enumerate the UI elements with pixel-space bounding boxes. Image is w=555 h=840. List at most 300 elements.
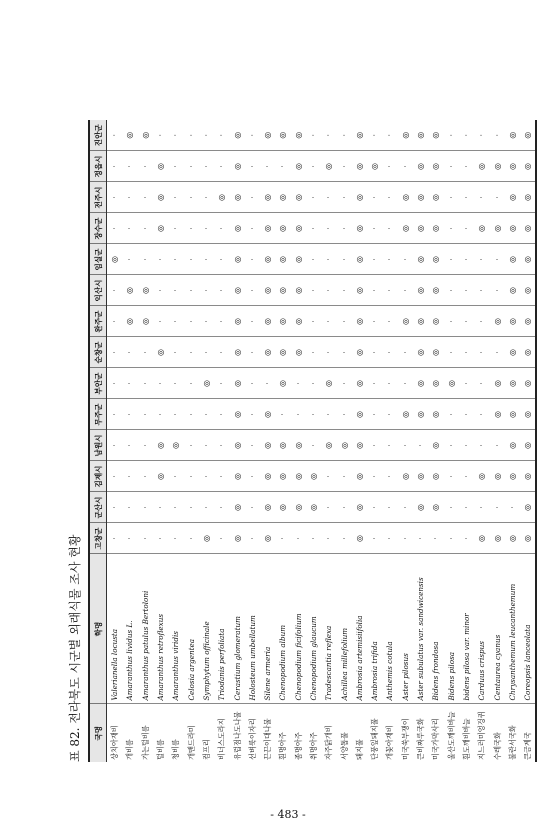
presence-cell: · [245,182,260,213]
presence-cell: · [110,133,120,137]
presence-cell: · [321,306,336,337]
presence-cell: · [275,151,290,182]
presence-cell: · [459,182,474,213]
scientific-name-cell: Coreopsis lanceolata [520,554,536,704]
presence-cell: ◎ [520,244,536,275]
presence-cell: · [199,244,214,275]
presence-cell: ◎ [352,399,367,430]
presence-cell: ◎ [520,492,536,523]
presence-cell: · [398,492,413,523]
presence-cell: · [444,306,459,337]
presence-cell: · [171,133,181,137]
table-row [168,120,183,762]
presence-cell: ◎ [413,337,428,368]
presence-cell: ◎ [291,337,306,368]
korean-name-cell: 지느러미엉겅퀴 [474,704,489,762]
presence-cell: ◎ [291,151,306,182]
presence-cell: · [245,337,260,368]
presence-cell: · [107,306,123,337]
presence-cell: · [367,244,382,275]
presence-cell: ◎ [153,430,168,461]
presence-cell: · [444,182,459,213]
presence-cell: · [339,133,349,137]
presence-cell: ◎ [398,182,413,213]
presence-cell: · [459,306,474,337]
presence-cell: · [214,523,229,554]
presence-cell: · [336,368,351,399]
presence-cell: · [214,337,229,368]
scientific-name-cell: Chenopodium ficifolium [291,554,306,704]
presence-cell: · [382,151,397,182]
presence-cell: ◎ [291,492,306,523]
presence-cell: · [398,275,413,306]
presence-cell: · [183,213,198,244]
presence-cell: ◎ [489,306,504,337]
presence-cell: · [122,213,137,244]
presence-cell: ◎ [431,131,441,139]
presence-cell: ◎ [352,244,367,275]
presence-cell: ◎ [413,213,428,244]
presence-cell: · [382,523,397,554]
korean-name-cell: 개비름 [122,704,137,762]
presence-cell: · [245,461,260,492]
presence-cell: · [382,461,397,492]
presence-cell: · [413,430,428,461]
presence-cell: · [309,133,318,137]
table-row [275,120,290,762]
header-region: 완주군 [89,306,107,337]
table-row [413,120,428,762]
presence-cell: ◎ [138,275,153,306]
presence-cell: · [336,461,351,492]
presence-cell: · [367,337,382,368]
presence-cell: ◎ [275,213,290,244]
presence-cell: · [306,337,321,368]
scientific-name-cell: Tradescantia reflexa [321,554,336,704]
presence-cell: ◎ [229,430,244,461]
presence-cell: ◎ [428,492,443,523]
presence-cell: · [199,275,214,306]
presence-cell: ◎ [428,399,443,430]
presence-cell: ◎ [507,131,517,139]
table-row [214,120,229,762]
presence-cell: · [107,337,123,368]
presence-cell: ◎ [260,213,275,244]
presence-cell: · [474,275,489,306]
presence-cell: ◎ [140,131,150,139]
korean-name-cell: 끈끈이대나물 [260,704,275,762]
scientific-name-cell: Triodanis perfoliata [214,554,229,704]
presence-cell: · [199,461,214,492]
presence-cell: ◎ [400,131,410,139]
presence-cell: ◎ [428,213,443,244]
presence-cell: · [214,213,229,244]
presence-cell: · [199,492,214,523]
presence-cell: ◎ [354,131,364,139]
presence-cell: · [306,182,321,213]
presence-cell: · [122,523,137,554]
presence-cell: · [183,523,198,554]
presence-cell: · [275,523,290,554]
presence-cell: · [474,337,489,368]
presence-cell: · [459,461,474,492]
presence-cell: · [444,151,459,182]
presence-cell: · [459,337,474,368]
presence-cell: · [306,213,321,244]
presence-cell: · [199,182,214,213]
presence-cell: · [398,368,413,399]
presence-cell: · [199,337,214,368]
presence-cell: · [183,368,198,399]
presence-cell: · [122,492,137,523]
presence-cell: · [336,275,351,306]
presence-cell: ◎ [275,337,290,368]
presence-cell: · [168,244,183,275]
presence-cell: · [382,399,397,430]
presence-cell: · [168,492,183,523]
presence-cell: ◎ [122,306,137,337]
presence-cell: · [214,368,229,399]
presence-cell: ◎ [275,461,290,492]
presence-cell: · [168,523,183,554]
korean-name-cell: 상치아재비 [107,704,123,762]
header-region: 장수군 [89,213,107,244]
presence-cell: ◎ [260,182,275,213]
table-body [107,120,537,762]
presence-cell: ◎ [505,523,520,554]
presence-cell: · [489,244,504,275]
presence-cell: ◎ [428,275,443,306]
presence-cell: ◎ [263,131,273,139]
header-region: 전주시 [89,182,107,213]
presence-cell: · [382,213,397,244]
table-row [520,120,536,762]
presence-cell: ◎ [474,213,489,244]
presence-cell: ◎ [291,213,306,244]
presence-cell: ◎ [291,244,306,275]
table-row [107,120,123,762]
table-row [505,120,520,762]
presence-cell: ◎ [505,306,520,337]
presence-cell: · [321,182,336,213]
table-row [260,120,275,762]
presence-cell: ◎ [520,306,536,337]
presence-cell: · [153,368,168,399]
presence-cell: · [183,492,198,523]
presence-cell: · [245,430,260,461]
scientific-name-cell: Silene armeria [260,554,275,704]
presence-cell: · [474,399,489,430]
presence-cell: ◎ [505,430,520,461]
presence-cell: · [306,306,321,337]
presence-cell: · [492,133,502,137]
header-region: 진안군 [89,120,107,151]
presence-cell: · [183,399,198,430]
presence-cell: ◎ [416,131,426,139]
presence-cell: ◎ [520,399,536,430]
presence-cell: · [459,492,474,523]
presence-cell: ◎ [413,399,428,430]
presence-cell: · [168,306,183,337]
presence-cell: · [321,337,336,368]
presence-cell: ◎ [229,275,244,306]
presence-cell: · [245,213,260,244]
presence-cell: ◎ [229,368,244,399]
presence-cell: · [398,337,413,368]
presence-cell: · [336,182,351,213]
scientific-name-cell: Ambrosia artemisiifolia [352,554,367,704]
presence-cell: · [214,306,229,337]
korean-name-cell: 취명아주 [306,704,321,762]
korean-name-cell: 흰도깨비바늘 [459,704,474,762]
presence-cell: ◎ [520,213,536,244]
presence-cell: ◎ [428,368,443,399]
korean-name-cell: 유럽점나도나물 [229,704,244,762]
presence-cell: ◎ [260,399,275,430]
presence-cell: · [367,368,382,399]
presence-cell: ◎ [520,337,536,368]
presence-cell: · [459,368,474,399]
presence-cell: · [306,368,321,399]
presence-cell: · [367,461,382,492]
presence-cell: ◎ [428,430,443,461]
presence-cell: ◎ [505,182,520,213]
presence-cell: · [214,492,229,523]
scientific-name-cell: Centaurea cyanus [489,554,504,704]
presence-cell: ◎ [520,151,536,182]
presence-cell: ◎ [489,151,504,182]
scientific-name-cell: Aster pilosus [398,554,413,704]
presence-cell: ◎ [352,461,367,492]
presence-cell: · [107,151,123,182]
presence-cell: ◎ [229,213,244,244]
scientific-name-cell: Bidens frondosa [428,554,443,704]
scientific-name-cell: Holosteum umbellatum [245,554,260,704]
table-row [352,120,367,762]
presence-cell: · [153,275,168,306]
presence-cell: · [382,275,397,306]
presence-cell: ◎ [352,337,367,368]
presence-cell: ◎ [260,306,275,337]
presence-cell: · [444,275,459,306]
presence-cell: · [183,430,198,461]
presence-cell: · [138,368,153,399]
presence-cell: ◎ [260,492,275,523]
presence-cell: ◎ [474,523,489,554]
presence-cell: ◎ [153,461,168,492]
presence-cell: · [459,523,474,554]
presence-cell: · [459,244,474,275]
presence-cell: ◎ [428,337,443,368]
presence-cell: ◎ [352,213,367,244]
presence-cell: ◎ [229,399,244,430]
presence-cell: · [382,306,397,337]
table-caption: 표 82. 전라북도 시군별 외래식물 조사 현황 [68,534,82,762]
presence-cell: · [138,430,153,461]
presence-cell: ◎ [505,337,520,368]
presence-cell: · [199,213,214,244]
presence-cell: · [321,399,336,430]
presence-cell: · [321,275,336,306]
table-row [153,120,168,762]
korean-name-cell: 자주닭개비 [321,704,336,762]
presence-cell: ◎ [523,131,533,139]
presence-cell: ◎ [413,461,428,492]
presence-cell: · [474,492,489,523]
presence-cell: ◎ [260,523,275,554]
presence-cell: · [459,151,474,182]
presence-cell: ◎ [229,337,244,368]
presence-cell: ◎ [398,306,413,337]
presence-cell: · [446,133,456,137]
presence-cell: · [138,182,153,213]
presence-cell: · [183,244,198,275]
presence-cell: · [336,151,351,182]
scientific-name-cell: Aster subulatus var. sandwicensis [413,554,428,704]
presence-cell: · [459,399,474,430]
presence-cell: · [214,244,229,275]
presence-cell: · [138,337,153,368]
scientific-name-cell: Cerastium glomeratum [229,554,244,704]
presence-cell: · [489,430,504,461]
presence-cell: ◎ [413,306,428,337]
presence-cell: · [444,523,459,554]
presence-cell: · [489,492,504,523]
presence-cell: · [107,461,123,492]
presence-cell: ◎ [122,275,137,306]
presence-cell: · [382,368,397,399]
table-row [459,120,474,762]
presence-cell: · [153,523,168,554]
presence-cell: · [382,492,397,523]
presence-cell: ◎ [352,151,367,182]
presence-cell: · [138,151,153,182]
korean-name-cell: 큰금계국 [520,704,536,762]
presence-cell: · [168,182,183,213]
presence-cell: · [444,244,459,275]
korean-name-cell: 컴프리 [199,704,214,762]
presence-cell: · [474,368,489,399]
presence-cell: · [382,182,397,213]
presence-cell: ◎ [275,430,290,461]
presence-cell: · [489,337,504,368]
presence-cell: ◎ [428,461,443,492]
presence-cell: ◎ [291,430,306,461]
presence-cell: · [168,399,183,430]
header-region: 고창군 [89,523,107,554]
presence-cell: · [122,430,137,461]
presence-cell: ◎ [474,151,489,182]
presence-cell: · [306,399,321,430]
korean-name-cell: 비너스도라지 [214,704,229,762]
presence-cell: ◎ [352,182,367,213]
korean-name-cell: 큰비짜루국화 [413,704,428,762]
alien-plant-table [88,120,537,762]
presence-cell: ◎ [107,244,123,275]
presence-cell: · [183,182,198,213]
header-region: 김제시 [89,461,107,492]
presence-cell: · [245,244,260,275]
presence-cell: ◎ [352,492,367,523]
presence-cell: · [183,337,198,368]
presence-cell: ◎ [125,131,135,139]
presence-cell: ◎ [520,275,536,306]
presence-cell: · [107,213,123,244]
scientific-name-cell: Celosia argentea [183,554,198,704]
presence-cell: ◎ [352,523,367,554]
presence-cell: · [382,244,397,275]
presence-cell: · [275,399,290,430]
presence-cell: ◎ [229,461,244,492]
table-row [245,120,260,762]
presence-cell: · [153,399,168,430]
presence-cell: ◎ [291,461,306,492]
presence-cell: · [398,244,413,275]
presence-cell: · [214,430,229,461]
presence-cell: ◎ [291,306,306,337]
presence-cell: · [199,306,214,337]
presence-cell: ◎ [352,306,367,337]
presence-cell: · [217,133,227,137]
presence-cell: · [413,523,428,554]
presence-cell: ◎ [229,523,244,554]
presence-cell: ◎ [275,275,290,306]
scientific-name-cell: Achillea millefolium [336,554,351,704]
presence-cell: · [324,133,334,137]
presence-cell: ◎ [367,151,382,182]
presence-cell: · [474,182,489,213]
scientific-name-cell: Bidens pilosa [444,554,459,704]
presence-cell: · [444,399,459,430]
table-row [122,120,137,762]
presence-cell: · [474,430,489,461]
presence-cell: · [336,244,351,275]
presence-cell: ◎ [260,337,275,368]
presence-cell: · [336,306,351,337]
table-row [382,120,397,762]
scientific-name-cell: Anthemis cotula [382,554,397,704]
presence-cell: · [122,244,137,275]
korean-name-cell: 울산도깨비바늘 [444,704,459,762]
presence-cell: · [214,399,229,430]
presence-cell: · [168,337,183,368]
presence-cell: ◎ [321,368,336,399]
presence-cell: · [336,523,351,554]
presence-cell: ◎ [520,461,536,492]
presence-cell: · [336,337,351,368]
presence-cell: · [382,430,397,461]
presence-cell: · [489,275,504,306]
presence-cell: · [367,182,382,213]
table-row [444,120,459,762]
presence-cell: · [245,306,260,337]
presence-cell: ◎ [352,430,367,461]
presence-cell: ◎ [413,368,428,399]
presence-cell: ◎ [428,182,443,213]
presence-cell: · [168,368,183,399]
presence-cell: · [260,151,275,182]
header-region: 무주군 [89,399,107,430]
korean-name-cell: 수레국화 [489,704,504,762]
presence-cell: ◎ [153,337,168,368]
scientific-name-cell: Amaranthus lividus L. [122,554,137,704]
presence-cell: · [122,337,137,368]
presence-cell: ◎ [293,131,303,139]
presence-cell: ◎ [275,306,290,337]
table-row [291,120,306,762]
presence-cell: ◎ [489,213,504,244]
presence-cell: · [107,275,123,306]
